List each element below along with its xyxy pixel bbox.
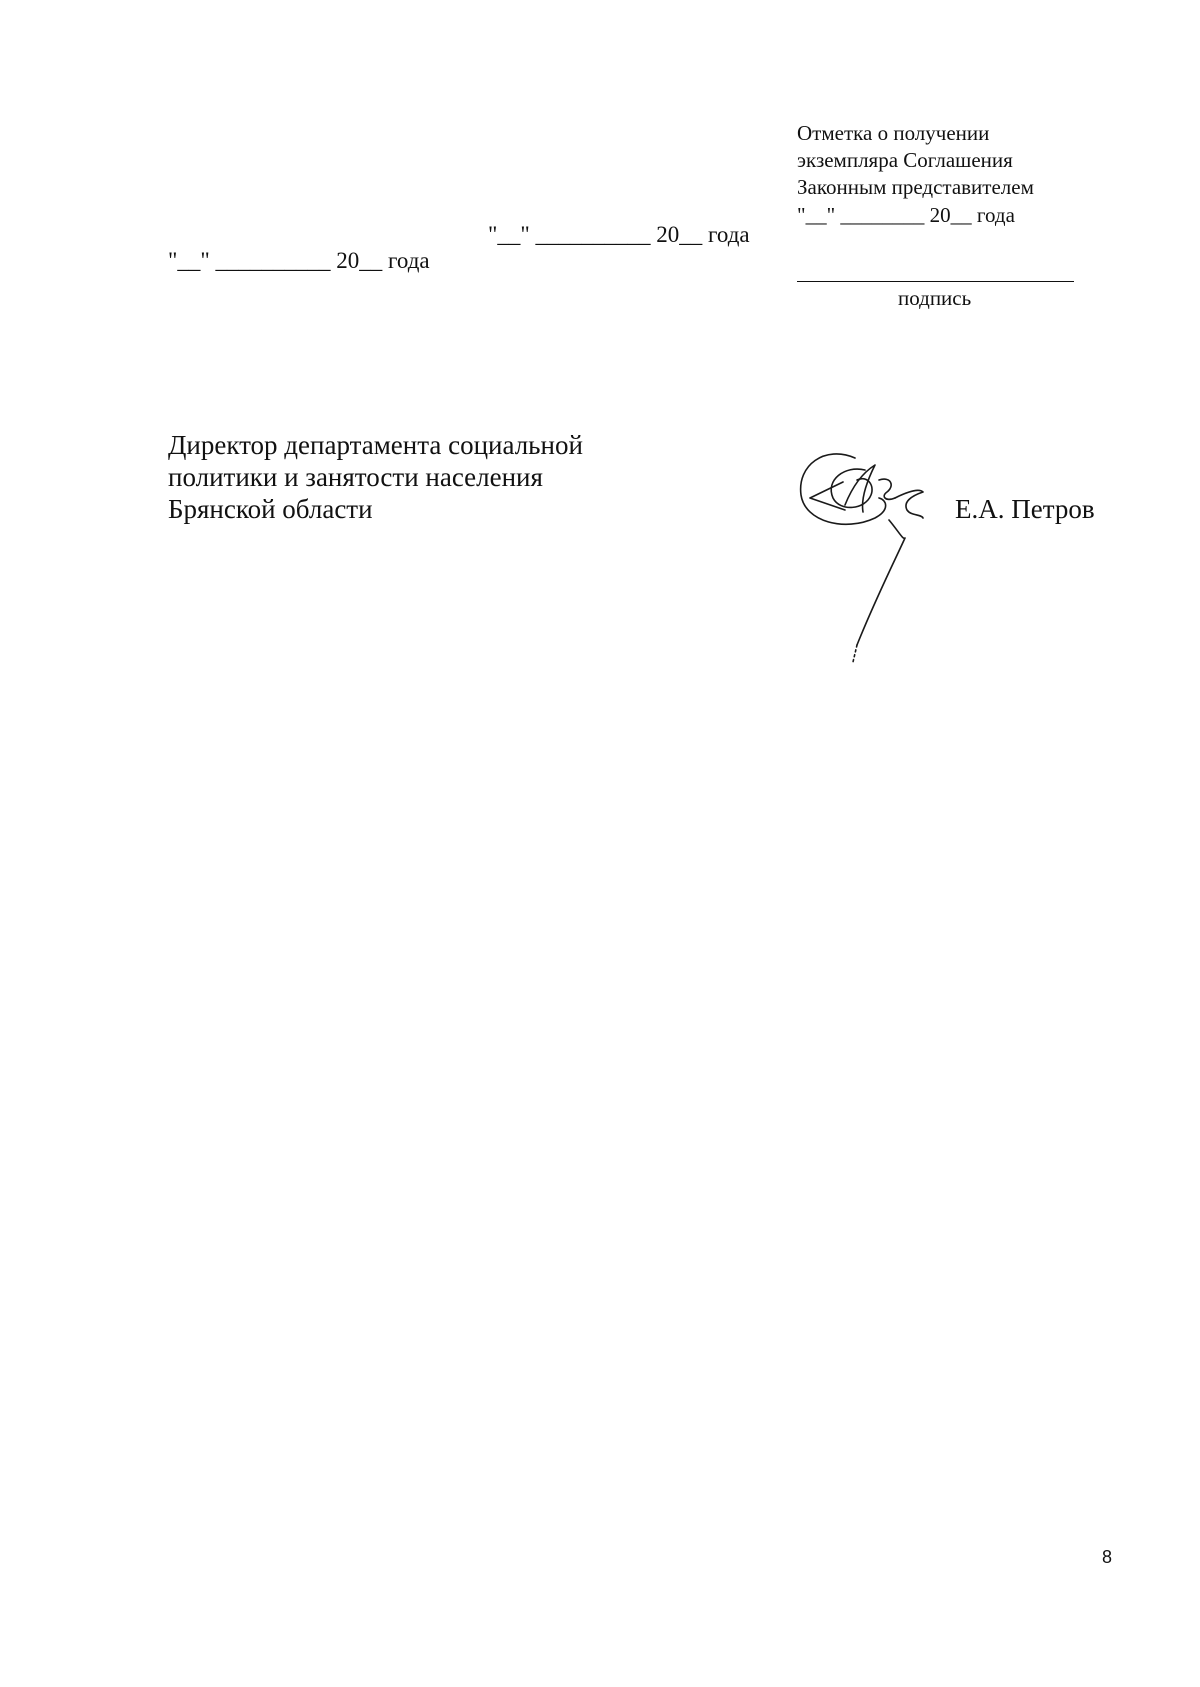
- signature-caption: подпись: [898, 286, 972, 310]
- director-title-line-2: политики и занятости населения: [168, 462, 543, 492]
- signature-line: [797, 281, 1074, 282]
- director-title: [168, 429, 583, 525]
- receipt-note-line-3: Законным представителем: [797, 175, 1034, 199]
- director-title-line-1: Директор департамента социальной: [168, 430, 583, 460]
- middle-date-field: "__" __________ 20__ года: [488, 222, 750, 247]
- director-title-line-3: Брянской области: [168, 494, 373, 524]
- page-number: 8: [1102, 1547, 1113, 1567]
- receipt-note-line-2: экземпляра Соглашения: [797, 148, 1013, 172]
- receipt-note: [797, 120, 1034, 201]
- receipt-date-field: "__" ________ 20__ года: [797, 203, 1015, 227]
- handwritten-signature: [795, 440, 935, 670]
- left-date-field: "__" __________ 20__ года: [168, 248, 430, 273]
- receipt-note-line-1: Отметка о получении: [797, 121, 990, 145]
- signatory-name: Е.А. Петров: [955, 494, 1095, 524]
